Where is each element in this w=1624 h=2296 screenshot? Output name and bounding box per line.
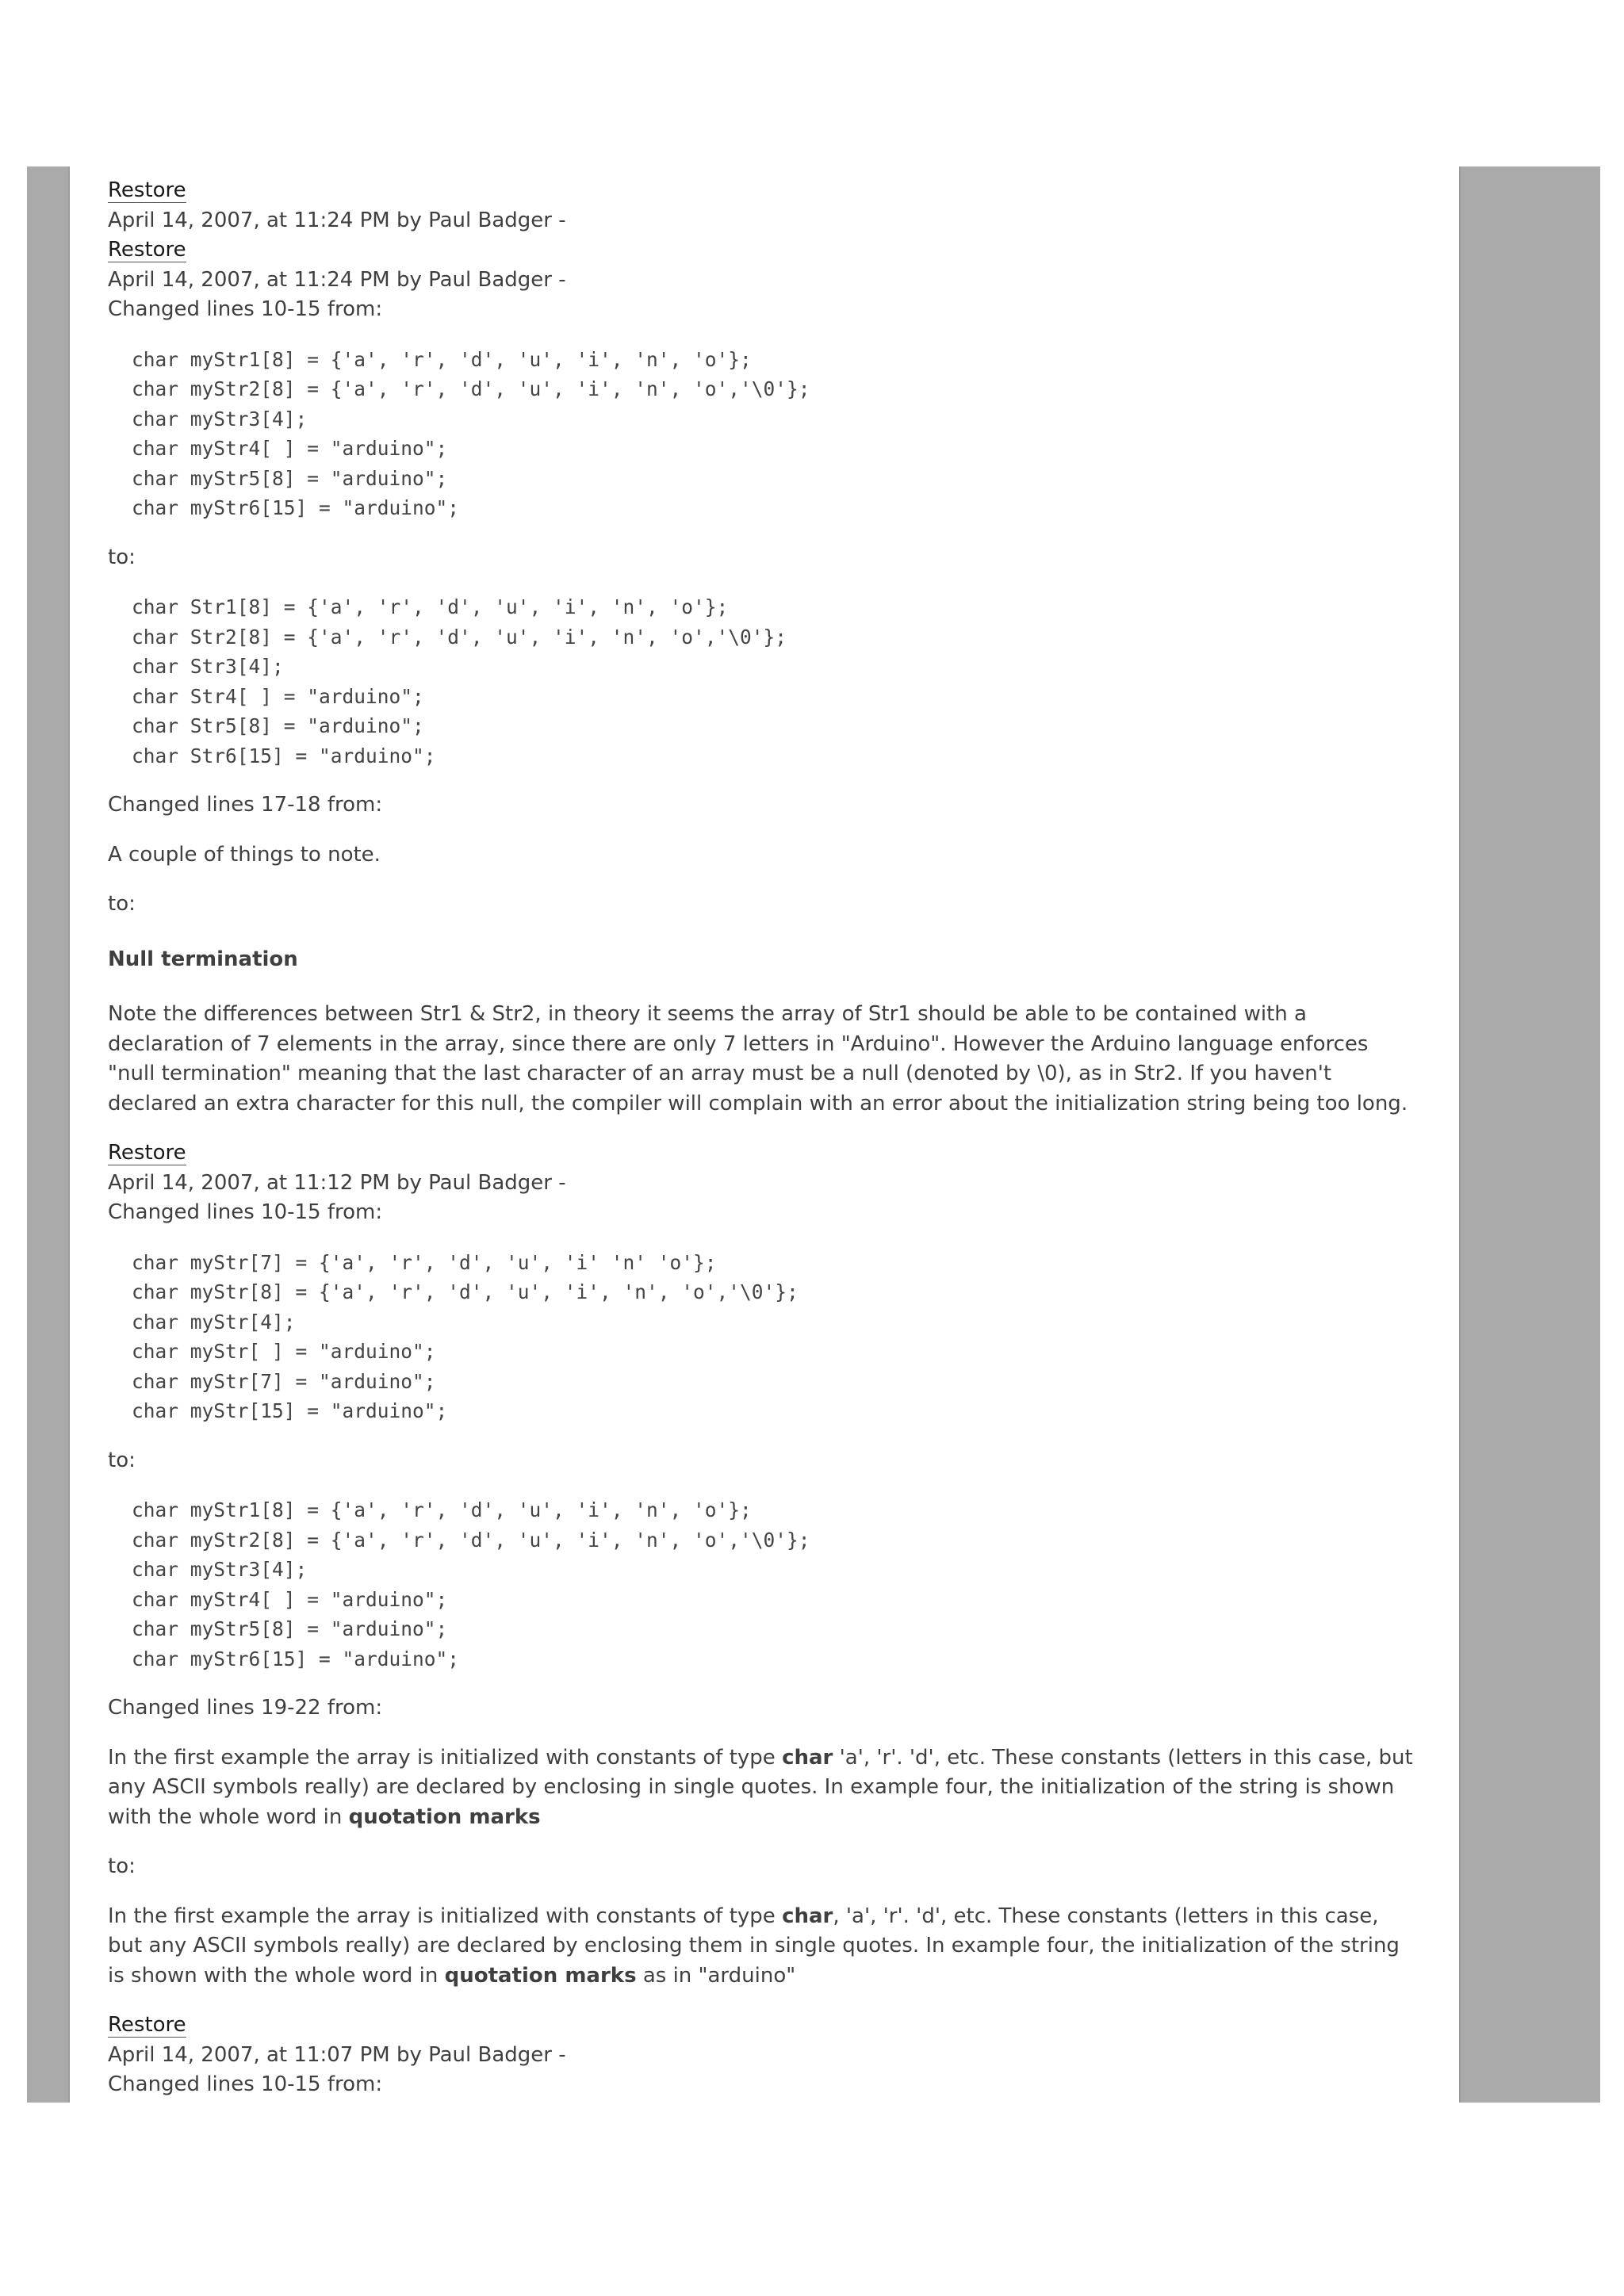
section-heading: Null termination (108, 947, 298, 971)
code-line: char Str1[8] = {'a', 'r', 'd', 'u', 'i', 'n', 'o'}; (132, 595, 729, 618)
code-line: char Str4[ ] = "arduino"; (132, 684, 424, 708)
restore-link[interactable]: Restore (108, 1141, 186, 1165)
code-line: char myStr3[4]; (132, 1558, 308, 1581)
text-span: In the first example the array is initialized with constants of type (108, 1745, 783, 1770)
code-line: char myStr2[8] = {'a', 'r', 'd', 'u', 'i', 'n', 'o','\0'}; (132, 377, 810, 400)
to-label: to: (108, 892, 136, 916)
code-line: char myStr[7] = "arduino"; (132, 1369, 436, 1393)
change-label: Changed lines 10-15 from: (108, 1200, 383, 1224)
code-line: char myStr2[8] = {'a', 'r', 'd', 'u', 'i', 'n', 'o','\0'}; (132, 1528, 810, 1552)
revision-meta: April 14, 2007, at 11:24 PM by Paul Badger - (108, 208, 566, 232)
code-line: char myStr5[8] = "arduino"; (132, 1617, 448, 1640)
restore-link[interactable]: Restore (108, 2013, 186, 2037)
restore-link[interactable]: Restore (108, 238, 186, 262)
left-sidebar-bar (27, 166, 70, 2103)
code-line: char Str3[4]; (132, 655, 284, 678)
to-label: to: (108, 545, 136, 569)
text-span: 'a', 'r'. 'd', etc. These constants (letters in this case, but any ASCII symbols really) are declared by enclosing in single quotes. In example four, the initialization of the string is shown with the whole word in (108, 1745, 1413, 1829)
restore-link[interactable]: Restore (108, 178, 186, 202)
code-block-to (132, 592, 1416, 771)
code-line: char myStr[7] = {'a', 'r', 'd', 'u', 'i' 'n' 'o'}; (132, 1250, 717, 1274)
code-line: char myStr4[ ] = "arduino"; (132, 1587, 448, 1611)
code-block-from (132, 345, 1416, 523)
paragraph-text: Note the differences between Str1 & Str2, in theory it seems the array of Str1 should be able to be contained with a declaration of 7 elements in the array, since there are only 7 letters in "Arduino". However the Arduino language enforces "null termination" meaning that the last character of an array must be a null (denoted by \0), as in Str2. If you haven't declared an extra character for this null, the compiler will complain with an error about the initialization string being too long. (108, 1002, 1408, 1115)
text-span: as in "arduino" (636, 1963, 796, 1988)
code-block-from (132, 1248, 1416, 1426)
bold-text: char (782, 1904, 833, 1928)
page-history-content (108, 176, 1416, 2100)
to-label: to: (108, 1448, 136, 1472)
change-label: Changed lines 19-22 from: (108, 1696, 383, 1720)
code-line: char myStr[15] = "arduino"; (132, 1399, 448, 1422)
paragraph-text (108, 1743, 1416, 1833)
code-line: char myStr1[8] = {'a', 'r', 'd', 'u', 'i', 'n', 'o'}; (132, 1498, 752, 1521)
code-line: char myStr3[4]; (132, 407, 308, 430)
paragraph-text (108, 1902, 1416, 1992)
code-line: char Str6[15] = "arduino"; (132, 744, 436, 767)
code-line: char myStr6[15] = "arduino"; (132, 1647, 460, 1670)
code-line: char myStr[8] = {'a', 'r', 'd', 'u', 'i', 'n', 'o','\0'}; (132, 1280, 799, 1303)
bold-text: quotation marks (444, 1963, 637, 1988)
code-line: char myStr4[ ] = "arduino"; (132, 437, 448, 460)
code-line: char Str5[8] = "arduino"; (132, 714, 424, 737)
code-line: char myStr5[8] = "arduino"; (132, 466, 448, 490)
code-line: char myStr1[8] = {'a', 'r', 'd', 'u', 'i', 'n', 'o'}; (132, 347, 752, 371)
text-span: In the first example the array is initialized with constants of type (108, 1904, 783, 1928)
change-label: Changed lines 17-18 from: (108, 793, 383, 817)
code-block-to (132, 1495, 1416, 1674)
code-line: char myStr6[15] = "arduino"; (132, 496, 460, 519)
revision-meta: April 14, 2007, at 11:07 PM by Paul Badger - (108, 2042, 566, 2067)
revision-meta: April 14, 2007, at 11:24 PM by Paul Badger - (108, 267, 566, 292)
text-span: , 'a', 'r'. 'd', etc. These constants (letters in this case, but any ASCII symbols really) are declared by enclosing them in single quotes. In example four, the initialization of the string is shown with the whole word in (108, 1904, 1400, 1988)
revision-meta: April 14, 2007, at 11:12 PM by Paul Badger - (108, 1170, 566, 1195)
to-label: to: (108, 1854, 136, 1878)
code-line: char Str2[8] = {'a', 'r', 'd', 'u', 'i', 'n', 'o','\0'}; (132, 625, 787, 649)
paragraph-text: A couple of things to note. (108, 842, 381, 867)
right-sidebar-bar (1459, 166, 1600, 2103)
change-label: Changed lines 10-15 from: (108, 2072, 383, 2096)
code-line: char myStr[ ] = "arduino"; (132, 1340, 436, 1363)
bold-text: quotation marks (348, 1804, 541, 1829)
bold-text: char (782, 1745, 833, 1770)
code-line: char myStr[4]; (132, 1310, 296, 1334)
change-label: Changed lines 10-15 from: (108, 297, 383, 321)
